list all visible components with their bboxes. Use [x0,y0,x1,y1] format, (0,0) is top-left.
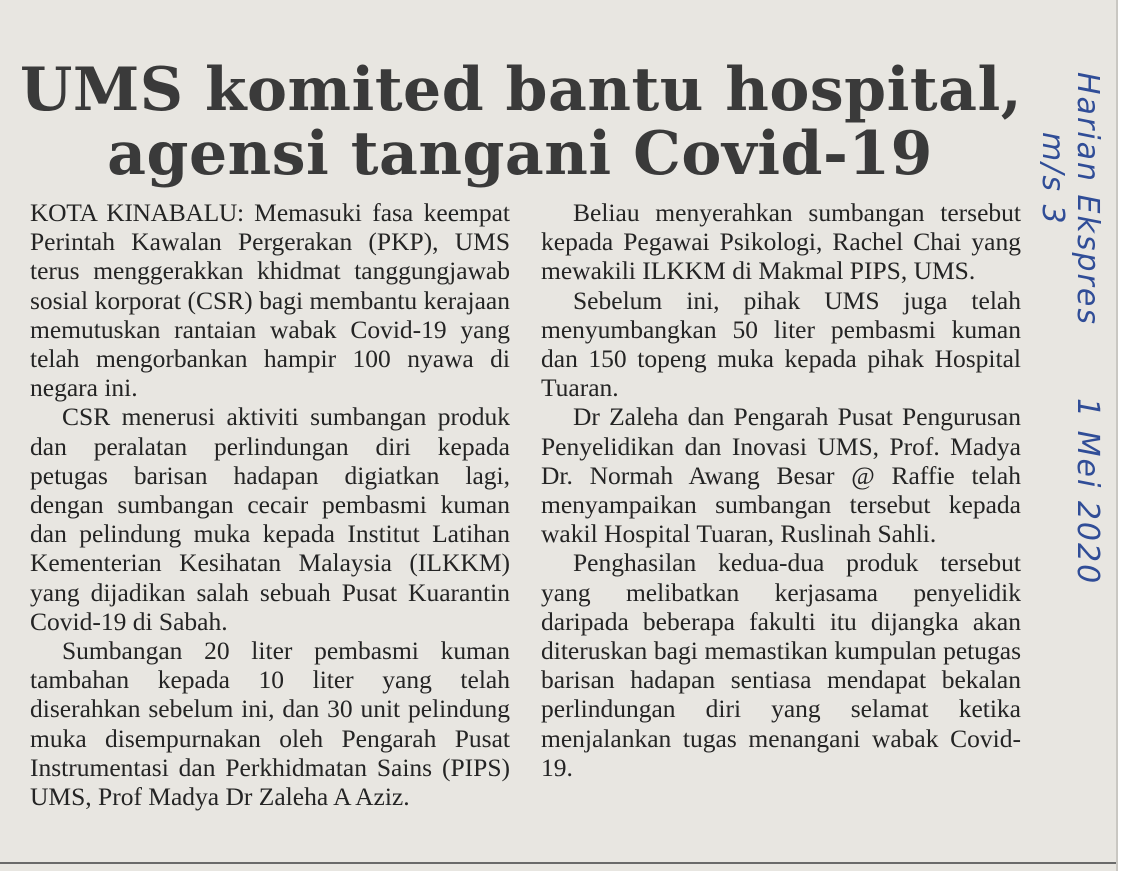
handwritten-page: m/s 3 [1035,132,1070,226]
article-column-left [30,198,510,811]
scan-margin [1118,0,1128,871]
handwritten-source: Harian Ekspres [1070,72,1105,326]
handwritten-date: 1 Mei 2020 [1070,397,1105,585]
headline-line-2: agensi tangani Covid-19 [107,119,933,190]
article-paragraph: Dr Zaleha dan Pengarah Pusat Pengurusan Penyelidikan dan Inovasi UMS, Prof. Madya Dr. Normah Awang Besar @ Raffie telah menyampaikan sumbangan tersebut kepada wakil Hospital Tuaran, Ruslinah Sahli. [541,402,1021,549]
handwritten-source-note [1035,72,1105,672]
bottom-rule [0,862,1118,864]
article-paragraph: Beliau menyerahkan sumbangan tersebut kepada Pegawai Psikologi, Rachel Chai yang mewakili ILKKM di Makmal PIPS, UMS. [541,198,1021,286]
article-dateline: KOTA KINABALU: [30,198,244,227]
paragraph-text: Memasuki fasa keempat Perintah Kawalan Pergerakan (PKP), UMS terus menggerakkan khidmat tanggungjawab sosial korporat (CSR) bagi membantu kerajaan memutuskan rantaian wabak Covid-19 yang telah mengorbankan hampir 100 nyawa di negara ini. [30,198,510,403]
article-paragraph: CSR menerusi aktiviti sumbangan produk dan peralatan perlindungan diri kepada petugas barisan hadapan digiatkan lagi, dengan sumbangan cecair pembasmi kuman dan pelindung muka kepada Institut Latihan Kementerian Kesihatan Malaysia (ILKKM) yang dijadikan salah sebuah Pusat Kuarantin Covid-19 di Sabah. [30,402,510,636]
article-headline [20,55,1023,190]
headline-line-1: UMS komited bantu hospital, [20,55,1023,126]
article-paragraph: Penghasilan kedua-dua produk tersebut yang melibatkan kerjasama penyelidik daripada beberapa fakulti itu dijangka akan diteruskan bagi memastikan kumpulan petugas barisan hadapan sentiasa mendapat bekalan perlindungan diri yang selamat ketika menjalankan tugas menangani wabak Covid-19. [541,548,1021,782]
article-paragraph [30,198,510,402]
article-paragraph: Sumbangan 20 liter pembasmi kuman tambahan kepada 10 liter yang telah diserahkan sebelum ini, dan 30 unit pelindung muka disempurnakan oleh Pengarah Pusat Instrumentasi dan Perkhidmatan Sains (PIPS) UMS, Prof Madya Dr Zaleha A Aziz. [30,636,510,812]
article-paragraph: Sebelum ini, pihak UMS juga telah menyumbangkan 50 liter pembasmi kuman dan 150 topeng muka kepada pihak Hospital Tuaran. [541,285,1021,403]
article-column-right [541,198,1021,782]
